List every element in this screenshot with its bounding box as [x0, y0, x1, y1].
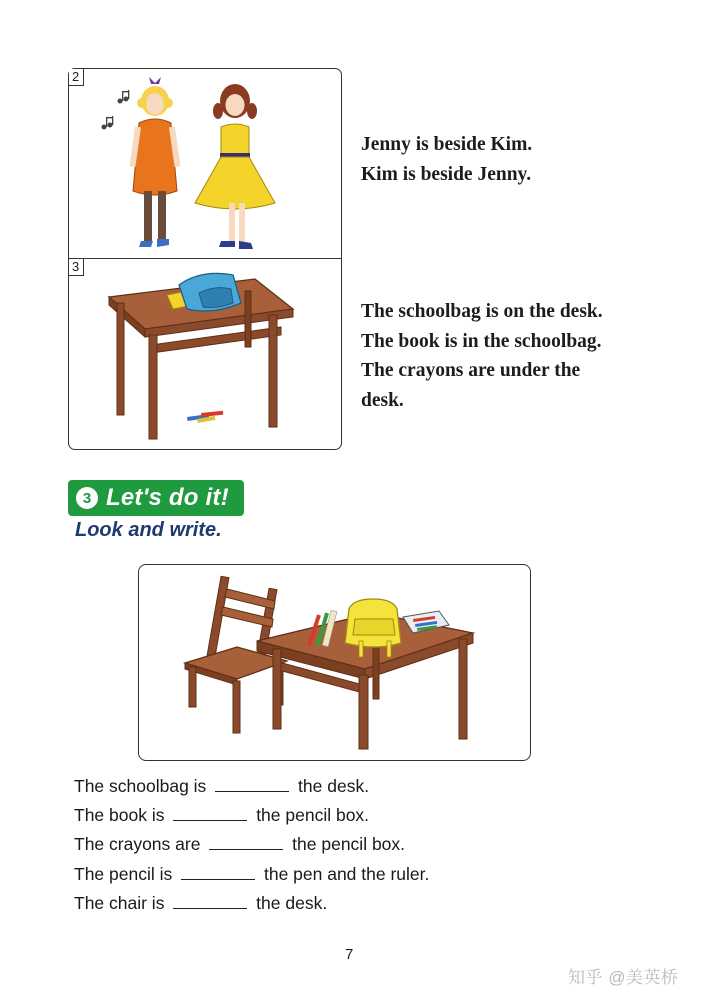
- girls-illustration: [99, 71, 299, 255]
- lesson-title: Let's do it!: [106, 484, 229, 511]
- caption-line: Kim is beside Jenny.: [361, 163, 532, 185]
- answer-blank[interactable]: [173, 892, 247, 909]
- panel-number-3: 3: [69, 259, 84, 276]
- caption-line: desk.: [361, 389, 404, 411]
- panel2-caption: [361, 130, 661, 189]
- exercise-line-5: [74, 889, 429, 918]
- exercise-line-3: [74, 830, 429, 859]
- illustration-frame-bottom: [138, 564, 531, 761]
- exercise-text: the pen and the ruler.: [259, 863, 430, 884]
- lesson-heading-badge: [68, 480, 244, 516]
- caption-line: The schoolbag is on the desk.: [361, 301, 603, 322]
- exercise-line-1: [74, 772, 429, 801]
- exercise-text: the pencil box.: [287, 834, 406, 855]
- chair-desk-illustration: [177, 571, 477, 753]
- caption-line: Jenny is beside Kim.: [361, 134, 533, 155]
- exercise-line-4: [74, 860, 429, 889]
- watermark: 知乎 @美英桥: [568, 968, 679, 987]
- music-notes-icon: [102, 90, 130, 130]
- caption-line: The crayons are under the: [361, 360, 581, 381]
- answer-blank[interactable]: [209, 833, 283, 850]
- answer-blank[interactable]: [173, 804, 247, 821]
- answer-blank[interactable]: [181, 863, 255, 880]
- exercise-text: the pencil box.: [251, 805, 370, 826]
- exercise-text: The book is: [74, 805, 170, 826]
- exercise-text: the desk.: [293, 776, 370, 796]
- panel-number-2: 2: [69, 69, 84, 86]
- desk-schoolbag-illustration: [105, 269, 305, 444]
- caption-line: The book is in the schoolbag.: [361, 330, 602, 352]
- exercise-text: The schoolbag is: [74, 776, 212, 796]
- panel3-caption: [361, 297, 661, 415]
- exercise-text: the desk.: [251, 892, 328, 913]
- illustration-frame-top: [68, 68, 342, 450]
- exercise-text: The pencil is: [74, 863, 178, 884]
- exercise-line-2: [74, 801, 429, 830]
- fill-in-exercise: [74, 772, 429, 918]
- answer-blank[interactable]: [215, 775, 289, 792]
- exercise-text: The chair is: [74, 892, 170, 913]
- panel-divider: [69, 258, 341, 259]
- lesson-instruction: Look and write.: [75, 519, 222, 541]
- exercise-text: The crayons are: [74, 834, 206, 855]
- lesson-number: 3: [76, 487, 98, 509]
- page-number: 7: [345, 946, 354, 963]
